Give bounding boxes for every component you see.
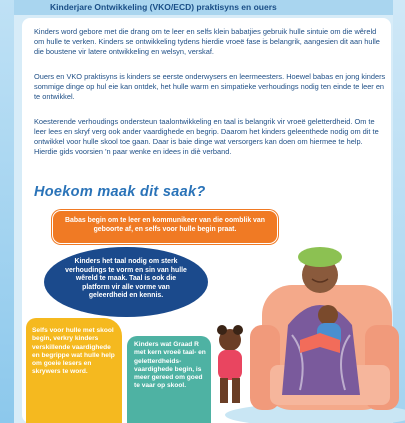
paragraph-intro: Kinders word gebore met die drang om te leer en selfs klein babatjies gebruik hulle sintuie om die wêreld om hulle te verken. Kinders se ontwikkeling tydens hierdie vroeë fase is belangrik, aangesien dit aan hulle die boustene vir latere ontwikkeling en welsyn, verskaf. (34, 27, 380, 56)
paragraph-language: Koesterende verhoudings ondersteun taalontwikkeling en taal is belangrik vir vroeë geletterdheid. Om te leer lees en skryf verg ook ander vaardighede en begrip. Daarom het kinders geleenthede nodig om dit te ontwikkel voor hulle skool toe gaan. Daar is baie dinge wat versorgers kan doen om hiermee te help. Hierdie gids voorsien 'n paar wenke en idees in diè verband. (34, 117, 379, 156)
info-box-yellow: Selfs voor hulle met skool begin, verkry kinders verskillende vaardighede en begrippe wat hulle help om goeie lesers en skrywers te word. (26, 318, 122, 423)
info-box-teal: Kinders wat Graad R met kern vroeë taal- en geletterdheids-vaardighede begin, is meer gereed om goed te vaar op skool. (127, 336, 211, 423)
section-heading: Hoekom maak dit saak? (34, 184, 206, 200)
paragraph-teachers: Ouers en VKO praktisyns is kinders se eerste onderwysers en leermeesters. Hoewel babas en jong kinders sommige dinge op hul eie kan ontdek, het hulle warm en simpatieke verhoudings nodig ten einde te leer en te ontwikkel. (34, 72, 386, 101)
page-header-band (14, 0, 393, 15)
page-header-title: Kinderjare Ontwikkeling (VKO/ECD) praktisyns en ouers (50, 2, 277, 12)
mother-and-children-illustration (200, 215, 405, 423)
speech-bubble-navy: Kinders het taal nodig om sterk verhoudings te vorm en sin van hulle wêreld te maak. Taal is ook die platform vir alle vorme van geleerdheid en kennis. (44, 247, 208, 317)
left-edge-decoration (0, 0, 14, 423)
speech-bubble-orange: Babas begin om te leer en kommunikeer van die oomblik van geboorte af, en selfs voor hulle begin praat. (52, 210, 278, 244)
